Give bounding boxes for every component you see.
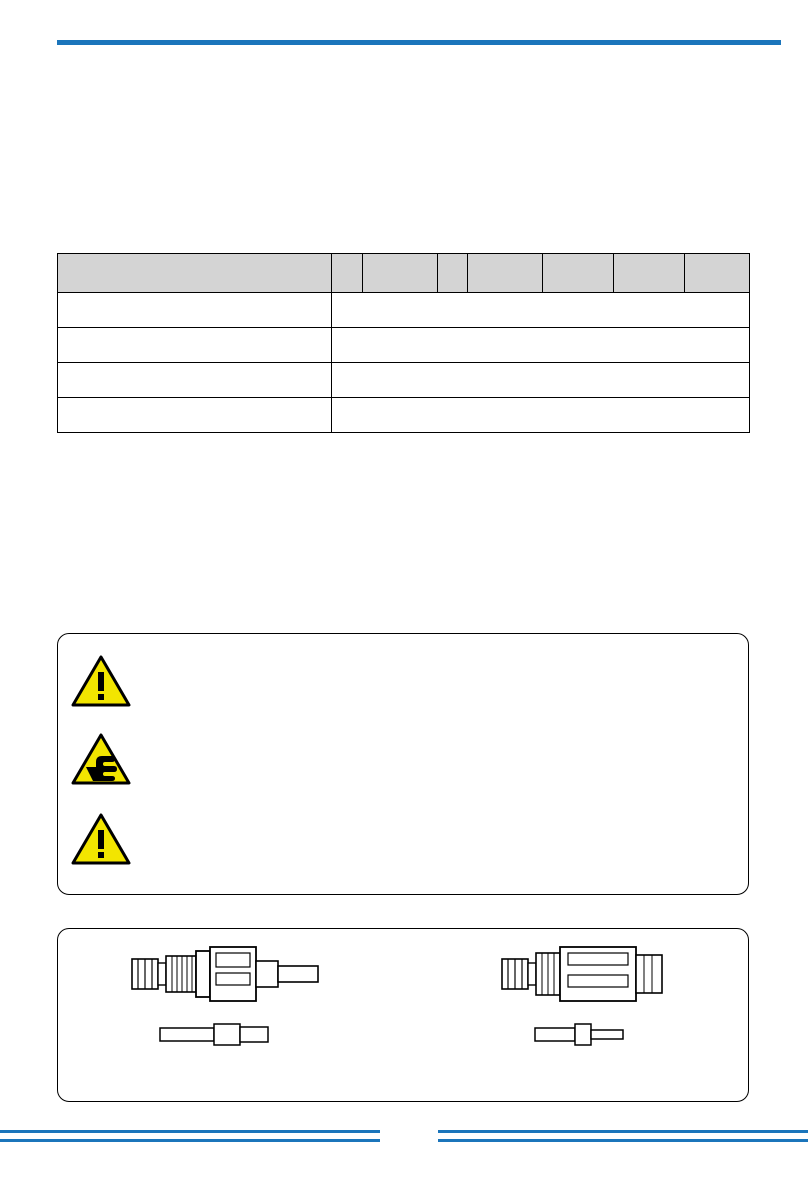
hand-caution-triangle-icon xyxy=(70,732,132,786)
footer-rule-left-top xyxy=(0,1130,380,1133)
notice-item xyxy=(70,812,732,866)
pv-connector-male-icon xyxy=(498,941,728,1011)
table-row-label xyxy=(58,293,332,328)
table-header-cell xyxy=(614,254,685,293)
table-row-label xyxy=(58,398,332,433)
table-header-cell xyxy=(543,254,614,293)
table-row-value xyxy=(332,293,750,328)
footer-rule-left-bottom xyxy=(0,1139,380,1142)
table-header-cell xyxy=(685,254,750,293)
table-row xyxy=(58,328,750,363)
notice-box xyxy=(57,633,749,895)
table-row-value xyxy=(332,363,750,398)
table-row xyxy=(58,398,750,433)
pv-connector-female-icon xyxy=(128,941,358,1011)
table-row xyxy=(58,363,750,398)
footer-rule-right-bottom xyxy=(438,1139,808,1142)
table-header-cell xyxy=(362,254,437,293)
specification-table xyxy=(57,253,750,433)
table-header-row xyxy=(58,254,750,293)
header-rule xyxy=(57,40,781,45)
notice-text xyxy=(132,812,732,820)
notice-text xyxy=(132,654,732,662)
table-row-value xyxy=(332,328,750,363)
table-row-label xyxy=(58,328,332,363)
pv-pin-male-icon xyxy=(533,1019,643,1049)
footer-rule-right-top xyxy=(438,1130,808,1133)
table-header-cell xyxy=(468,254,543,293)
table-row xyxy=(58,293,750,328)
table-row-label xyxy=(58,363,332,398)
pv-pin-female-icon xyxy=(158,1019,288,1049)
table-header-cell xyxy=(437,254,468,293)
table-header-cell xyxy=(332,254,363,293)
table-row-value xyxy=(332,398,750,433)
connector-figure-box xyxy=(57,928,749,1102)
table-header-cell xyxy=(58,254,332,293)
notice-text xyxy=(132,732,732,740)
warning-triangle-icon xyxy=(70,654,132,708)
notice-item xyxy=(70,654,732,708)
warning-triangle-icon xyxy=(70,812,132,866)
notice-item xyxy=(70,732,732,786)
